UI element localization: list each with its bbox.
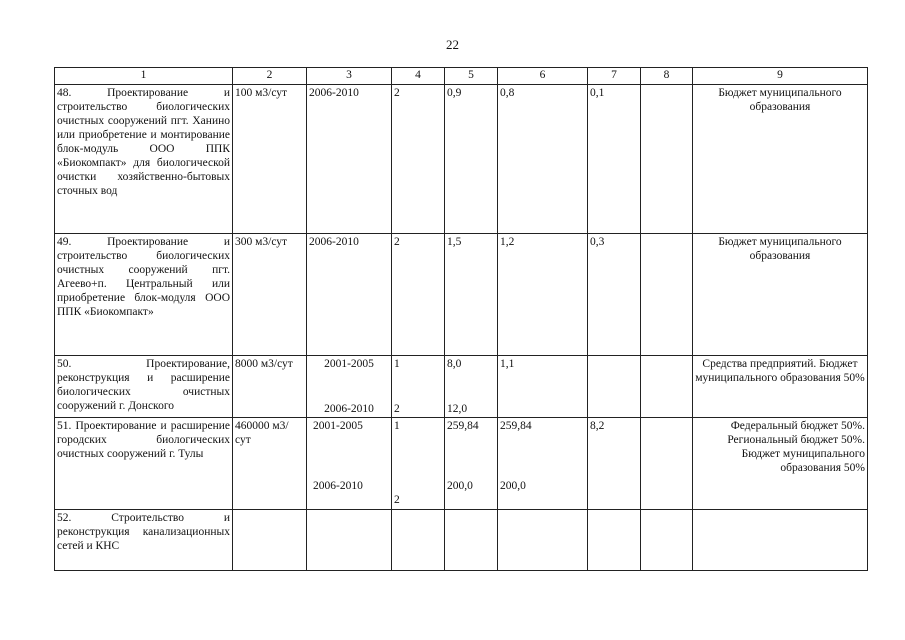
cost-col8 [641,510,693,571]
cost-total-value: 12,0 [447,403,468,415]
period [307,234,392,356]
cost-total [445,85,498,234]
cost-col6 [498,356,588,418]
column-header: 3 [307,68,392,85]
table-row [55,510,868,571]
cost-col7 [588,510,641,571]
cost-col8 [641,418,693,510]
column-header: 9 [693,68,868,85]
table-header-row [55,68,868,85]
cost-col6-value: 259,84 [500,420,532,432]
cost-total-value: 8,0 [447,358,462,370]
stage [392,418,445,510]
column-header: 1 [55,68,233,85]
table-row [55,356,868,418]
period-value: 2006-2010 [313,480,363,492]
project-name: 50. Проектирование, реконструкция и расширение биологических очистных сооружений г. Донского [55,356,233,418]
cost-col6 [498,510,588,571]
capacity: 460000 м3/сут [233,418,307,510]
cost-col7: 0,3 [588,234,641,356]
period-value: 2006-2010 [324,403,374,415]
cost-col6-value: 1,2 [500,236,515,248]
page-number: 22 [446,37,459,52]
stage [392,356,445,418]
funding-source [693,510,868,571]
stage-value: 2 [394,403,400,415]
cost-col6-value: 0,8 [500,87,515,99]
funding-source: Федеральный бюджет 50%. Региональный бюджет 50%. Бюджет муниципального образования 50% [693,418,868,510]
program-table [54,67,868,571]
capacity: 100 м3/сут [233,85,307,234]
cost-col8 [641,85,693,234]
project-name: 49. Проектирование и строительство биологических очистных сооружений пгт. Агеево+п. Центральный или приобретение блок-модуля ООО ППК «Биокомпакт» [55,234,233,356]
cost-total-value: 200,0 [447,480,473,492]
cost-total [445,356,498,418]
capacity: 8000 м3/сут [233,356,307,418]
table-row [55,85,868,234]
stage [392,234,445,356]
capacity [233,510,307,571]
column-header: 2 [233,68,307,85]
funding-source: Средства предприятий. Бюджет муниципального образования 50% [693,356,868,418]
cost-total [445,418,498,510]
cost-col7: 8,2 [588,418,641,510]
stage [392,85,445,234]
period [307,418,392,510]
period-value: 2001-2005 [313,420,363,432]
cost-col6 [498,85,588,234]
cost-total [445,234,498,356]
period [307,510,392,571]
table-row [55,234,868,356]
column-header: 4 [392,68,445,85]
cost-total-value: 1,5 [447,236,462,248]
funding-source: Бюджет муниципального образования [693,85,868,234]
project-name: 51. Проектирование и расширение городских биологических очистных сооружений г. Тулы [55,418,233,510]
cost-col6 [498,418,588,510]
stage-value: 1 [394,420,400,432]
stage-value: 2 [394,87,400,99]
project-name: 52. Строительство и реконструкция канализационных сетей и КНС [55,510,233,571]
stage-value: 2 [394,236,400,248]
column-header: 6 [498,68,588,85]
capacity: 300 м3/сут [233,234,307,356]
column-header: 5 [445,68,498,85]
period-value: 2001-2005 [324,358,374,370]
column-header: 8 [641,68,693,85]
table-row [55,418,868,510]
cost-total-value: 0,9 [447,87,462,99]
project-name: 48. Проектирование и строительство биологических очистных сооружений пгт. Ханино или приобретение и монтирование блок-модуль ООО ППК «Биокомпакт» для биологической очистки хозяйственно-бытовых сточных вод [55,85,233,234]
cost-col6 [498,234,588,356]
cost-col8 [641,234,693,356]
period-value: 2006-2010 [309,87,359,99]
stage-value: 2 [394,494,400,506]
cost-col8 [641,356,693,418]
cost-col6-value: 200,0 [500,480,526,492]
column-header: 7 [588,68,641,85]
funding-source: Бюджет муниципального образования [693,234,868,356]
cost-total-value: 259,84 [447,420,479,432]
stage-value: 1 [394,358,400,370]
period [307,85,392,234]
period-value: 2006-2010 [309,236,359,248]
cost-col6-value: 1,1 [500,358,515,370]
stage [392,510,445,571]
cost-total [445,510,498,571]
cost-col7: 0,1 [588,85,641,234]
period [307,356,392,418]
cost-col7 [588,356,641,418]
